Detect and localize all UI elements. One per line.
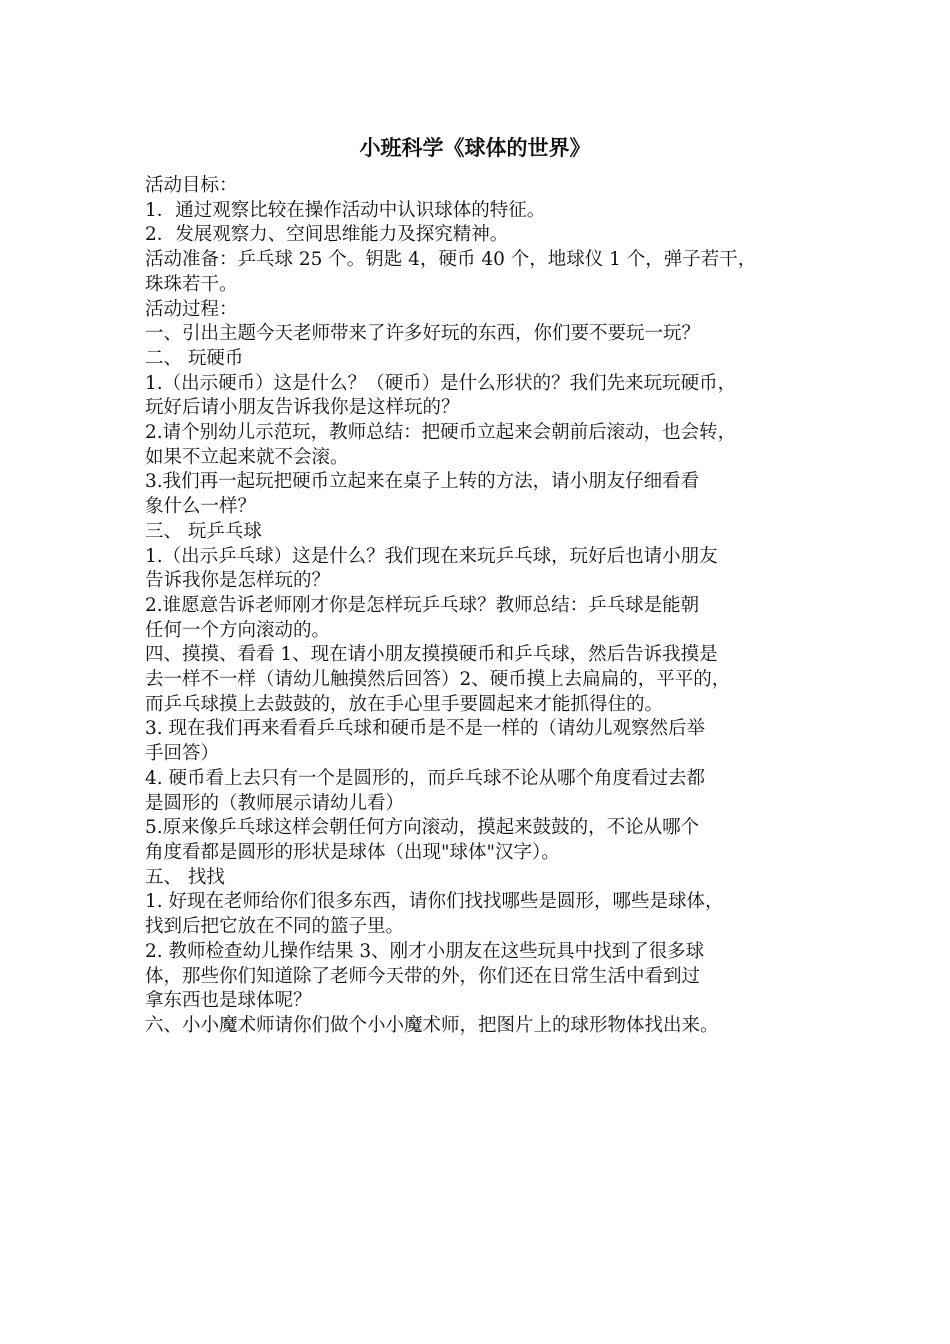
document-title: 小班科学《球体的世界》 — [359, 135, 591, 160]
text-line: 象什么一样？ — [145, 496, 257, 518]
text-line: 1.（出示乒乓球）这是什么？我们现在来玩乒乓球，玩好后也请小朋友 — [145, 545, 718, 567]
text-line: 1. 好现在老师给你们很多东西，请你们找找哪些是圆形，哪些是球体， — [145, 891, 724, 913]
text-line: 四、摸摸、看看 1、现在请小朋友摸摸硬币和乒乓球，然后告诉我摸是 — [145, 644, 718, 666]
text-line: 3. 现在我们再来看看乒乓球和硬币是不是一样的（请幼儿观察然后举 — [145, 718, 706, 740]
text-line: 2. 教师检查幼儿操作结果 3、刚才小朋友在这些玩具中找到了很多球 — [145, 940, 705, 962]
text-line: 4. 硬币看上去只有一个是圆形的，而乒乓球不论从哪个角度看过去都 — [145, 767, 706, 789]
text-line: 2.谁愿意告诉老师刚才你是怎样玩乒乓球？教师总结：乒乓球是能朝 — [145, 594, 700, 616]
text-line: 1．通过观察比较在操作活动中认识球体的特征。 — [145, 199, 546, 221]
document-body — [145, 174, 827, 1039]
text-line: 玩好后请小朋友告诉我你是这样玩的？ — [145, 397, 460, 419]
text-line: 告诉我你是怎样玩的？ — [145, 570, 331, 592]
text-line: 1.（出示硬币）这是什么？（硬币）是什么形状的？我们先来玩玩硬币， — [145, 372, 737, 394]
text-line: 手回答） — [145, 743, 220, 765]
text-line: 珠珠若干。 — [145, 273, 238, 295]
text-line: 三、 玩乒乓球 — [145, 520, 262, 542]
text-line: 活动过程： — [145, 298, 238, 320]
text-line: 如果不立起来就不会滚。 — [145, 446, 349, 468]
text-line: 活动准备：乒乓球 25 个。钥匙 4，硬币 40 个，地球仪 1 个，弹子若干， — [145, 249, 757, 271]
text-line: 2.请个别幼儿示范玩，教师总结：把硬币立起来会朝前后滚动，也会转， — [145, 422, 737, 444]
text-line: 六、小小魔术师请你们做个小小魔术师，把图片上的球形物体找出来。 — [145, 1014, 719, 1036]
text-line: 角度看都是圆形的形状是球体（出现"球体"汉字）。 — [145, 841, 560, 863]
text-line: 5.原来像乒乓球这样会朝任何方向滚动，摸起来鼓鼓的，不论从哪个 — [145, 817, 700, 839]
text-line: 活动目标： — [145, 175, 238, 196]
text-line: 而乒乓球摸上去鼓鼓的，放在手心里手要圆起来才能抓得住的。 — [145, 693, 664, 715]
text-line: 找到后把它放在不同的篮子里。 — [145, 916, 405, 938]
text-line: 五、 找找 — [145, 866, 225, 888]
text-line: 一、引出主题今天老师带来了许多好玩的东西，你们要不要玩一玩？ — [145, 323, 701, 345]
text-line: 2．发展观察力、空间思维能力及探究精神。 — [145, 224, 509, 246]
text-line: 去一样不一样（请幼儿触摸然后回答）2、硬币摸上去扁扁的，平平的， — [145, 669, 731, 691]
text-line: 是圆形的（教师展示请幼儿看） — [145, 792, 405, 814]
text-line: 二、 玩硬币 — [145, 347, 244, 369]
text-line: 体，那些你们知道除了老师今天带的外，你们还在日常生活中看到过 — [145, 965, 701, 987]
text-line: 3.我们再一起玩把硬币立起来在桌子上转的方法，请小朋友仔细看看 — [145, 471, 700, 493]
text-line: 任何一个方向滚动的。 — [145, 619, 331, 641]
text-line: 拿东西也是球体呢？ — [145, 990, 312, 1012]
